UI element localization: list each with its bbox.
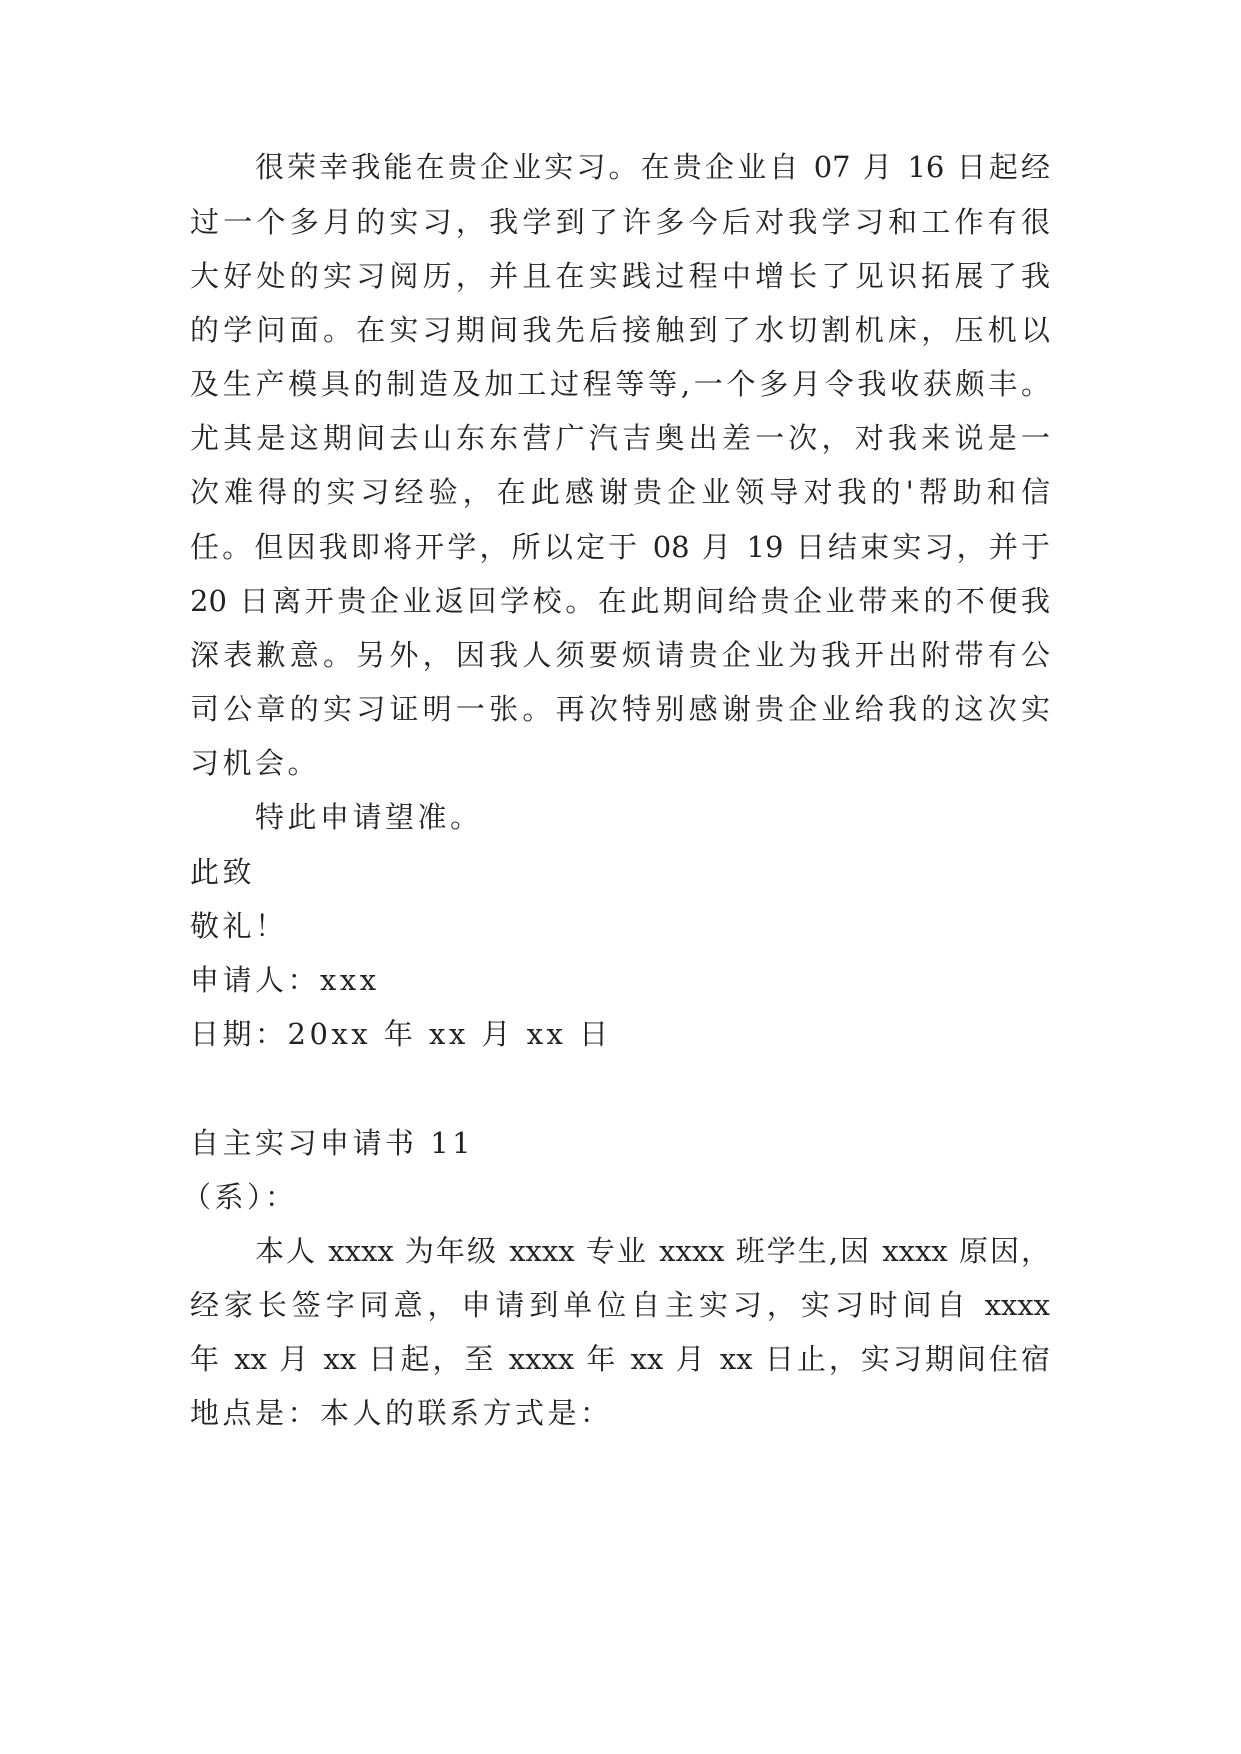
- salutation-to: 此致: [190, 855, 256, 889]
- letter-line-1: 很荣幸我能在贵企业实习。在贵企业自 07 月 16 日起经: [255, 150, 1050, 184]
- letter-line-4: 的学问面。在实习期间我先后接触到了水切割机床，压机以: [190, 313, 1050, 347]
- letter-line-10: 深表歉意。另外，因我人须要烦请贵企业为我开出附带有公: [190, 638, 1050, 672]
- applicant: 申请人：xxx: [190, 963, 380, 997]
- letter-line-3: 大好处的实习阅历，并且在实践过程中增长了见识拓展了我: [190, 259, 1050, 293]
- section2-line-1: 本人 xxxx 为年级 xxxx 专业 xxxx 班学生,因 xxxx 原因，: [255, 1234, 1050, 1268]
- closing-request: 特此申请望准。: [255, 800, 483, 834]
- letter-line-2: 过一个多月的实习，我学到了许多今后对我学习和工作有很: [190, 205, 1050, 239]
- letter-line-9: 20 日离开贵企业返回学校。在此期间给贵企业带来的不便我: [190, 584, 1050, 618]
- letter-line-5: 及生产模具的制造及加工过程等等,一个多月令我收获颇丰。: [190, 367, 1050, 401]
- section2-line-3: 年 xx 月 xx 日起，至 xxxx 年 xx 月 xx 日止，实习期间住宿: [190, 1342, 1050, 1376]
- letter-line-7: 次难得的实习经验，在此感谢贵企业领导对我的'帮助和信: [190, 475, 1050, 509]
- letter-line-11: 司公章的实习证明一张。再次特别感谢贵企业给我的这次实: [190, 692, 1050, 726]
- date: 日期：20xx 年 xx 月 xx 日: [190, 1017, 612, 1051]
- section-title: 自主实习申请书 11: [190, 1126, 475, 1160]
- addressee: （系）：: [182, 1180, 298, 1214]
- letter-line-8: 任。但因我即将开学，所以定于 08 月 19 日结束实习，并于: [190, 530, 1050, 564]
- section2-line-4: 地点是：本人的联系方式是：: [190, 1396, 613, 1430]
- letter-line-12: 习机会。: [190, 746, 321, 780]
- salutation-regards: 敬礼！: [190, 909, 288, 943]
- section2-line-2: 经家长签字同意，申请到单位自主实习，实习时间自 xxxx: [190, 1288, 1050, 1322]
- letter-line-6: 尤其是这期间去山东东营广汽吉奥出差一次，对我来说是一: [190, 421, 1050, 455]
